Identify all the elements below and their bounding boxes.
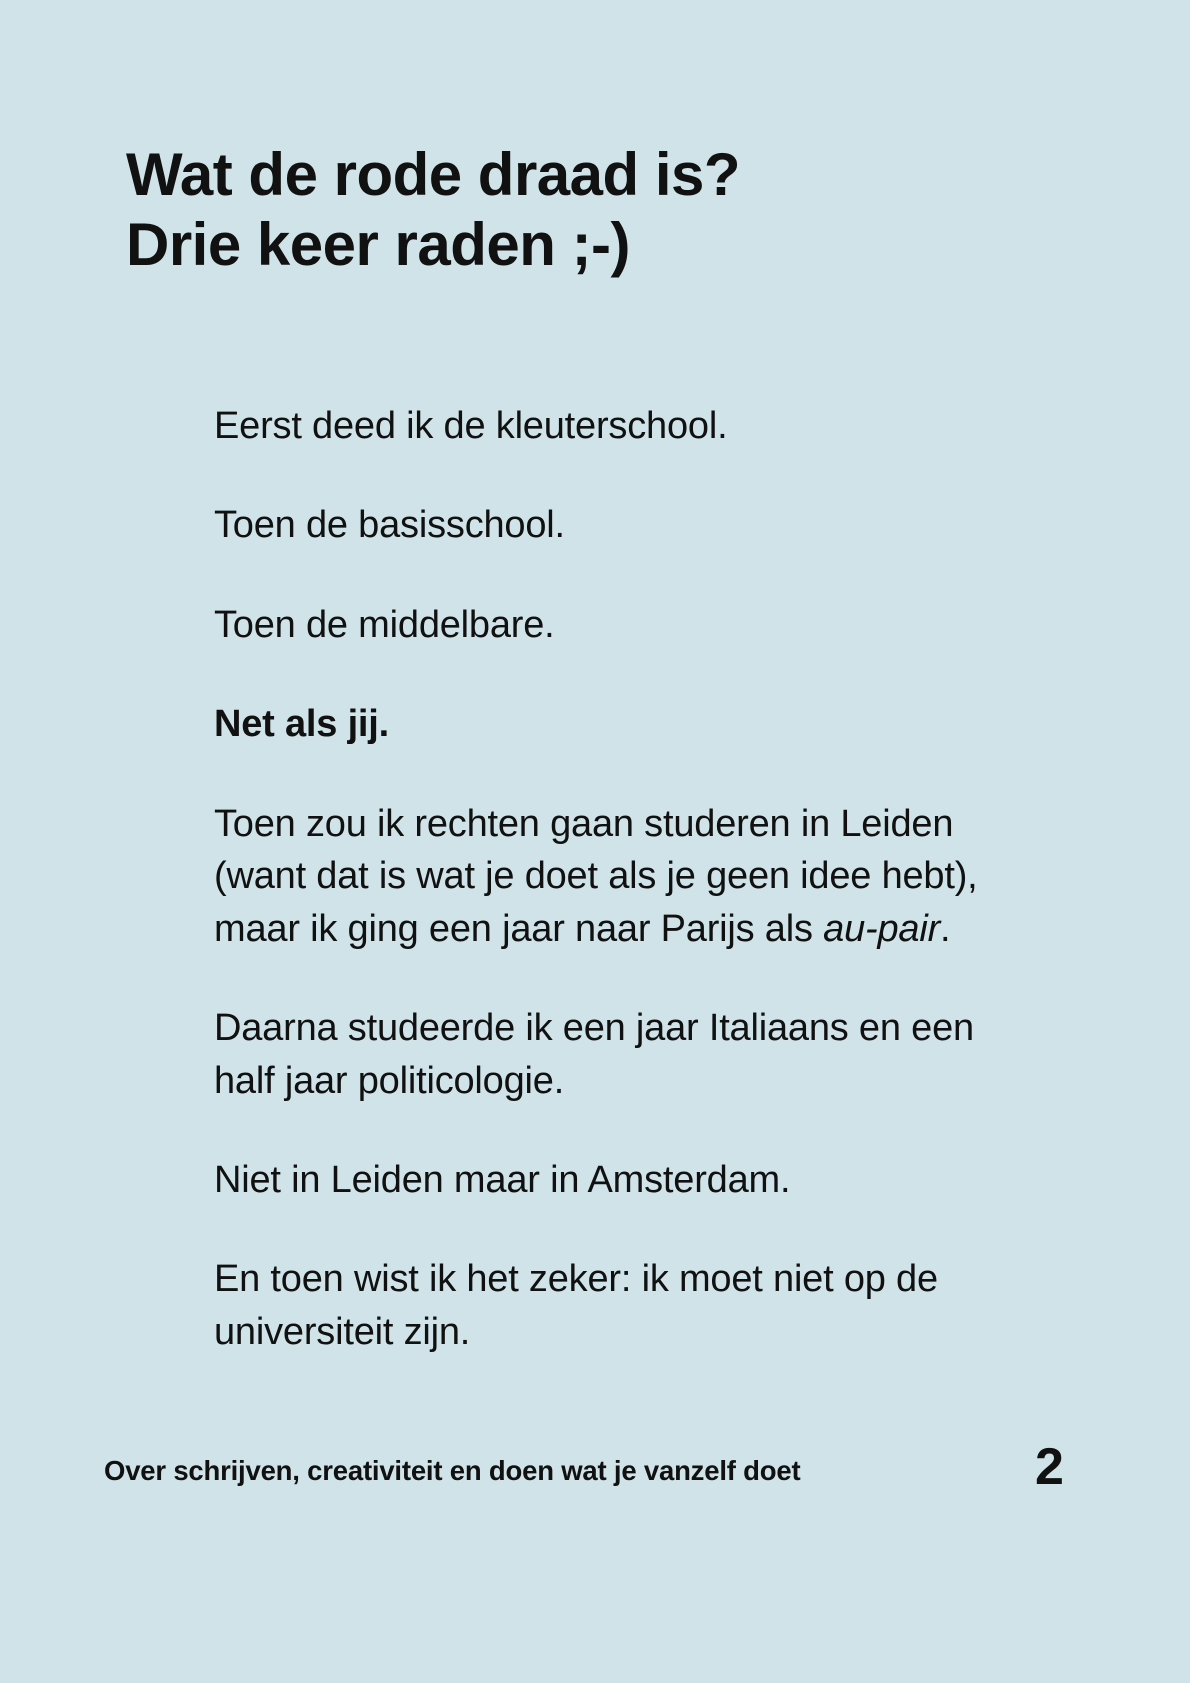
- footer-caption: Over schrijven, creativiteit en doen wat je vanzelf doet: [104, 1455, 801, 1486]
- paragraph: En toen wist ik het zeker: ik moet niet op de universiteit zijn.: [214, 1258, 938, 1353]
- paragraph-italic-part: au-pair: [823, 907, 941, 950]
- paragraph: Eerst deed ik de kleuterschool.: [214, 405, 728, 447]
- paragraph-text-part: .: [940, 907, 951, 950]
- paragraph: Daarna studeerde ik een jaar Italiaans en een half jaar politicologie.: [214, 1007, 974, 1102]
- paragraph-emphasis: Net als jij.: [214, 703, 390, 746]
- paragraph: Niet in Leiden maar in Amsterdam.: [214, 1158, 791, 1201]
- page-title: [126, 140, 1026, 279]
- page-footer: [0, 1427, 1190, 1496]
- page-title-line-2: Drie keer raden ;-): [126, 210, 631, 278]
- paragraph: Toen de basisschool.: [214, 504, 565, 547]
- paragraph: [214, 798, 1044, 955]
- body-content: [214, 400, 1044, 1405]
- paragraph-text-part: Toen zou ik rechten gaan studeren in Leiden (want dat is wat je doet als je geen idee hebt), maar ik ging een jaar naar Parijs als: [214, 802, 978, 950]
- page-title-line-1: Wat de rode draad is?: [126, 141, 741, 208]
- paragraph: Toen de middelbare.: [214, 603, 555, 646]
- page-number: 2: [1035, 1438, 1064, 1496]
